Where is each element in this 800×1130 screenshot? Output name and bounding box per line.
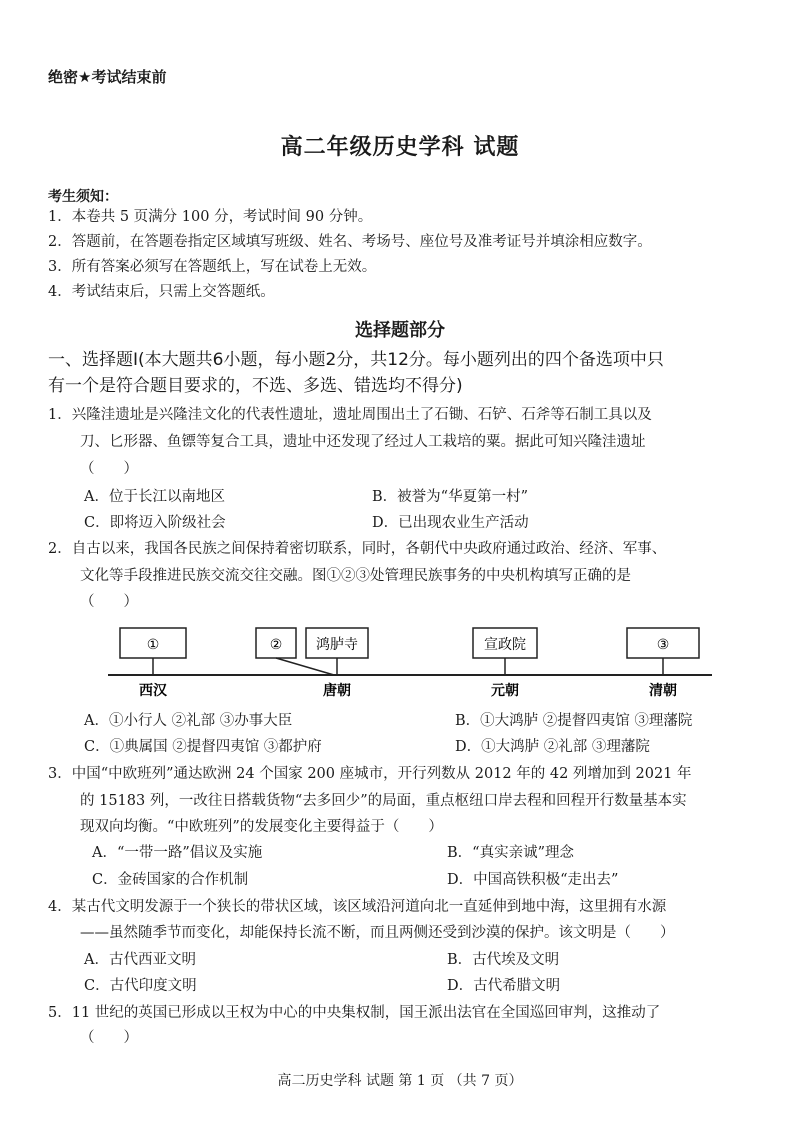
question-3-text: 现双向均衡。“中欧班列”的发展变化主要得益于（ ） — [80, 819, 443, 835]
box-3-label: ③ — [656, 637, 670, 653]
question-4-text: 4．某古代文明发源于一个狭长的带状区域，该区域沿河道向北一直延伸到地中海，这里拥有水源 — [48, 899, 667, 915]
page-footer: 高二历史学科 试题 第 1 页 （共 7 页） — [277, 1073, 523, 1089]
q4-option-c[interactable]: C．古代印度文明 — [84, 978, 197, 994]
q2-option-c[interactable]: C．①典属国 ②提督四夷馆 ③都护府 — [84, 739, 322, 755]
question-2-text: 文化等手段推进民族交流交往交融。图①②③处管理民族事务的中央机构填写正确的是 — [80, 568, 631, 584]
q1-option-b[interactable]: B．被誉为“华夏第一村” — [372, 489, 528, 505]
q2-option-a[interactable]: A．①小行人 ②礼部 ③办事大臣 — [84, 713, 293, 729]
question-3-text: 的 15183 列，一改往日搭载货物“去多回少”的局面，重点枢纽口岸去程和回程开行数量基本实 — [80, 793, 687, 809]
q3-option-a[interactable]: A．“一带一路”倡议及实施 — [92, 845, 263, 861]
notice-item: 4．考试结束后，只需上交答题纸。 — [48, 284, 275, 300]
section-intro: 有一个是符合题目要求的，不选、多选、错选均不得分) — [48, 376, 463, 396]
notice-heading: 考生须知： — [48, 189, 118, 205]
q3-option-d[interactable]: D．中国高铁积极“走出去” — [447, 872, 619, 888]
question-5-blank: （ ） — [80, 1030, 138, 1046]
box-1-label: ① — [146, 637, 160, 653]
era-label: 西汉 — [139, 683, 167, 699]
notice-item: 1．本卷共 5 页满分 100 分，考试时间 90 分钟。 — [48, 209, 373, 225]
box-honglusi-label: 鸿胪寺 — [316, 637, 358, 653]
era-label: 元朝 — [491, 683, 519, 699]
q3-option-c[interactable]: C．金砖国家的合作机制 — [92, 872, 249, 888]
section-intro: 一、选择题Ⅰ(本大题共6小题，每小题2分，共12分。每小题列出的四个备选项中只 — [48, 350, 664, 370]
q1-option-d[interactable]: D．已出现农业生产活动 — [372, 515, 529, 531]
question-2-text: 2．自古以来，我国各民族之间保持着密切联系，同时，各朝代中央政府通过政治、经济、军事、 — [48, 541, 667, 557]
q4-option-d[interactable]: D．古代希腊文明 — [447, 978, 561, 994]
question-1-text: 1．兴隆洼遗址是兴隆洼文化的代表性遗址，遗址周围出土了石锄、石铲、石斧等石制工具以及 — [48, 407, 652, 423]
section-title: 选择题部分 — [355, 320, 445, 341]
question-1-blank: （ ） — [80, 461, 138, 477]
q1-option-a[interactable]: A．位于长江以南地区 — [84, 489, 225, 505]
notice-item: 2．答题前，在答题卷指定区域填写班级、姓名、考场号、座位号及准考证号并填涂相应数字。 — [48, 234, 652, 250]
confidential-mark: 绝密★考试结束前 — [48, 68, 167, 86]
question-2-blank: （ ） — [80, 594, 138, 610]
q4-option-b[interactable]: B．古代埃及文明 — [447, 952, 560, 968]
era-label: 清朝 — [649, 683, 677, 699]
page-title: 高二年级历史学科 试题 — [280, 135, 520, 160]
connector-2 — [276, 658, 334, 675]
question-3-text: 3．中国“中欧班列”通达欧洲 24 个国家 200 座城市，开行列数从 2012 年的 42 列增加到 2021 年 — [48, 766, 692, 782]
q2-option-d[interactable]: D．①大鸿胪 ②礼部 ③理藩院 — [455, 739, 650, 755]
q1-option-c[interactable]: C．即将迈入阶级社会 — [84, 515, 226, 531]
question-5-text: 5．11 世纪的英国已形成以王权为中心的中央集权制，国王派出法官在全国巡回审判，这推动了 — [48, 1005, 661, 1021]
box-xuanzhengyuan-label: 宣政院 — [484, 637, 526, 653]
notice-item: 3．所有答案必须写在答题纸上，写在试卷上无效。 — [48, 259, 377, 275]
q4-option-a[interactable]: A．古代西亚文明 — [84, 952, 196, 968]
q3-option-b[interactable]: B．“真实亲诚”理念 — [447, 845, 574, 861]
box-2-label: ② — [269, 637, 283, 653]
era-label: 唐朝 — [323, 683, 351, 699]
q2-option-b[interactable]: B．①大鸿胪 ②提督四夷馆 ③理藩院 — [455, 713, 693, 729]
question-1-text: 刀、匕形器、鱼镖等复合工具，遗址中还发现了经过人工栽培的粟。据此可知兴隆洼遗址 — [80, 434, 646, 450]
question-4-text: ——虽然随季节而变化，却能保持长流不断，而且两侧还受到沙漠的保护。该文明是（ ） — [80, 925, 675, 941]
